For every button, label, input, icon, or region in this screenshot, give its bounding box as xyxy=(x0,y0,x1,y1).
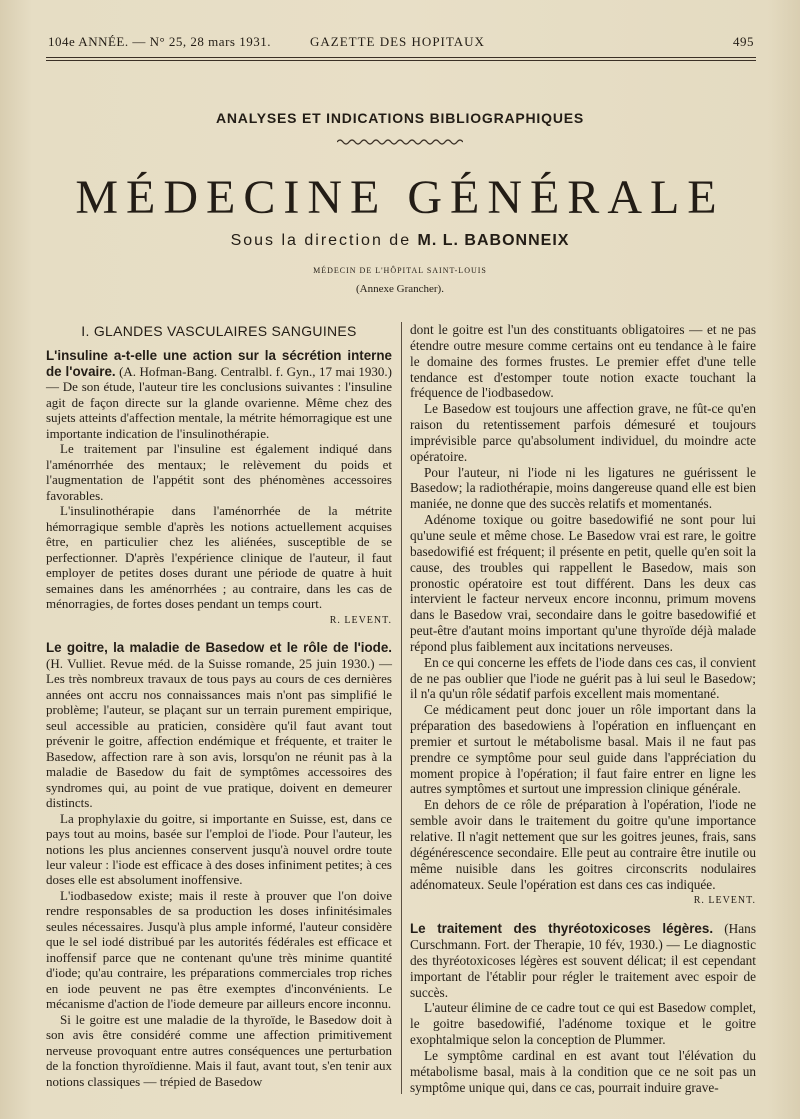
article-paragraph: Le Basedow est toujours une affection grave, ne fût-ce qu'en raison du retentissement parfois démesuré et toujours imprévisible parce qu'absolument individuel, du moindre acte opératoire. xyxy=(410,401,756,464)
header-rule-2 xyxy=(46,60,756,61)
running-header xyxy=(48,34,754,56)
article-paragraph: — Le diagnostic des thyréotoxicoses légères est souvent délicat; il est cependant important de l'établir pour régler le traitement avec espoir de succès. xyxy=(410,937,756,1000)
director-affiliation: MÉDECIN DE L'HÔPITAL SAINT-LOUIS xyxy=(313,266,487,275)
article-paragraph: L'insulinothérapie dans l'aménorrhée de la métrite hémorragique semble d'après les notions actuellement acquises être, en particulier chez les aliénées, susceptible de se perfectionner. D'après l'expérience clinique de l'auteur, il faut employer de petites doses durant une période de quatre à huit semaines dans les aménorrhées ; au contraire, dans les cas de ménorragies, de fortes doses pendant un temps court. xyxy=(46,503,392,612)
wavy-ornament xyxy=(337,138,463,146)
section-heading: I. GLANDES VASCULAIRES SANGUINES xyxy=(81,323,357,339)
article-paragraph: Ce médicament peut donc jouer un rôle important dans la préparation des basedowiens à l'opération en influençant en premier et surtout le métabolisme basal. Mais il ne faut pas prendre ce symptôme pour seul guide dans l'appréciation du moment propice à l'opération; il faut faire entrer en ligne les autres symptômes et surtout une impression clinique générale. xyxy=(410,702,756,797)
article-paragraph: L'iodbasedow existe; mais il reste à prouver que l'on doive rendre responsables de sa production les doses infinitésimales seules nécessaires. Jusqu'à plus ample informé, l'auteur considère que le sel iodé distribué par les autorités fédérales est efficace et inoffensif parce que ne contenant qu'une très minime quantité d'iode; qu'au contraire, les préparations commerciales trop riches en iode peuvent ne pas être exemptes d'inconvénients. Le mécanisme d'action de l'iode demeure par ailleurs encore inconnu. xyxy=(46,887,392,1012)
article-intro xyxy=(46,640,392,810)
article-paragraph: En ce qui concerne les effets de l'iode dans ces cas, il convient de ne pas oublier que l'iode ne guérit pas à lui seul le Basedow; il n'a qu'un rôle sédatif parfois excellent mais momentané. xyxy=(410,654,756,702)
director-annex: (Annexe Grancher). xyxy=(356,283,444,295)
article-intro xyxy=(410,921,756,1000)
article-paragraph: En dehors de ce rôle de préparation à l'opération, l'iode ne semble avoir dans le traitement du goitre qu'une importance relative. Il n'agit nettement que sur les goitres jeunes, frais, sans dégénérescence secondaire. Elle peut au contraire être inutile ou même nuisible dans les goitres circonscrits nodulaires adénomateux. Seule l'opération est dans ces cas indiquée. xyxy=(410,797,756,892)
director-name: M. L. BABONNEIX xyxy=(417,232,570,249)
article-title: L'insuline a-t-elle une action sur la sécrétion interne de l'ovaire. xyxy=(46,348,392,379)
article-title: Le goitre, la maladie de Basedow et le rôle de l'iode. xyxy=(46,640,392,656)
article-paragraph: L'auteur élimine de ce cadre tout ce qui est Basedow complet, le goitre basedowifié, l'adénome toxique et le goitre exophtalmique selon la conception de Plummer. xyxy=(410,1000,756,1048)
direction-line xyxy=(0,232,800,250)
article-paragraph: dont le goitre est l'un des constituants obligatoires — et ne pas étendre outre mesure comme certains ont eu tendance à le faire le domaine des formes frustes. Le premier effet d'une telle tendance est d'estomper toute notion exacte touchant la fréquence de l'iodbasedow. xyxy=(410,322,756,401)
issue-info: 104e ANNÉE. — N° 25, 28 mars 1931. xyxy=(48,34,271,49)
direction-prefix: Sous la direction de xyxy=(230,232,412,249)
page-title: MÉDECINE GÉNÉRALE xyxy=(75,171,725,224)
header-rule xyxy=(46,57,756,58)
left-column xyxy=(46,322,392,1089)
article-paragraph: — Les très nombreux travaux de tous pays au cours de ces dernières années ont accru nos connaissances mais n'ont pas simplifié le problème; l'auteur, se plaçant sur un terrain purement empirique, seul accessible au praticien, considère qu'il faut avant tout prévenir le goitre, affection endémique et fréquente, et traiter le Basedow, affection rare à son avis, lorsqu'on ne réunit pas à la maladie de Basedow du fait de symptômes accessoires des syndromes qui, au point de vue pratique, doivent en demeurer distincts. xyxy=(46,655,392,811)
article-intro xyxy=(46,348,392,441)
article-paragraph: Pour l'auteur, ni l'iode ni les ligatures ne guérissent le Basedow; la radiothérapie, moins dangereuse quand elle est bien maniée, ne donne que des succès relatifs et momentanés. xyxy=(410,464,756,512)
article-paragraph: Adénome toxique ou goitre basedowifié ne sont pour lui qu'une seule et même chose. Le Basedow vrai est rare, le goitre basedowifié est fréquent; il présente en petit, quelle qu'en soit la cause, des troubles qui rappellent le Basedow, mais son pronostic opératoire est tout différent. Dans les deux cas intervient le facteur nerveux encore inconnu, primum movens dans le Basedow vrai, secondaire dans le goitre basedowifié et peut-être d'autant moins important qu'une thyroïde déjà malade répond plus faiblement aux incitations nerveuses. xyxy=(410,512,756,654)
section-title: ANALYSES ET INDICATIONS BIBLIOGRAPHIQUES xyxy=(215,110,585,126)
article-citation: (Hans Curschmann. Fort. der Therapie, 10 fév, 1930.) xyxy=(410,921,757,953)
right-column xyxy=(410,322,756,1096)
article-citation: (A. Hofman-Bang. Centralbl. f. Gyn., 17 mai 1930.) xyxy=(119,363,392,379)
page-number: 495 xyxy=(733,34,754,49)
article-paragraph: Le symptôme cardinal en est avant tout l'élévation du métabolisme basal, mais à la condition que ce ne soit pas un symptôme unique qui, dans ce cas, pourrait induire grave- xyxy=(410,1047,756,1095)
article-paragraph: — De son étude, l'auteur tire les conclusions suivantes : l'insuline agit de façon directe sur la glande ovarienne. Même chez des sujets atteints d'affection mentale, la métrite hémorragique est une importante indication de l'insulinothérapie. xyxy=(46,379,392,441)
article-paragraph: La prophylaxie du goitre, si importante en Suisse, est, dans ce pays tout au moins, basée sur l'emploi de l'iode. Pour l'auteur, les notions les plus anciennes conservent jusqu'à nouvel ordre toute leur valeur : l'iode est efficace à des doses infiniment petites; à ces doses elle est absolument inoffensive. xyxy=(46,810,392,888)
article-paragraph: Le traitement par l'insuline est également indiqué dans l'aménorrhée des mentaux; le relèvement du poids et l'augmentation de l'appétit sont des phénomènes accessoires favorables. xyxy=(46,441,392,503)
article-signature: R. LEVENT. xyxy=(329,614,392,626)
article-signature: R. LEVENT. xyxy=(693,895,756,907)
article-paragraph: Si le goitre est une maladie de la thyroïde, le Basedow doit à son avis être considéré comme une affection primitivement nerveuse provoquant entre autres conséquences une perturbation de la fonction thyroïdienne. Mais il faut, avant tout, s'en tenir aux notions classiques — trépied de Basedow xyxy=(46,1011,392,1089)
article-citation: (H. Vulliet. Revue méd. de la Suisse romande, 25 juin 1930.) xyxy=(46,655,375,671)
journal-name: GAZETTE DES HOPITAUX xyxy=(310,34,485,49)
article-title: Le traitement des thyréotoxicoses légères. xyxy=(410,921,714,937)
column-divider xyxy=(401,322,402,1094)
